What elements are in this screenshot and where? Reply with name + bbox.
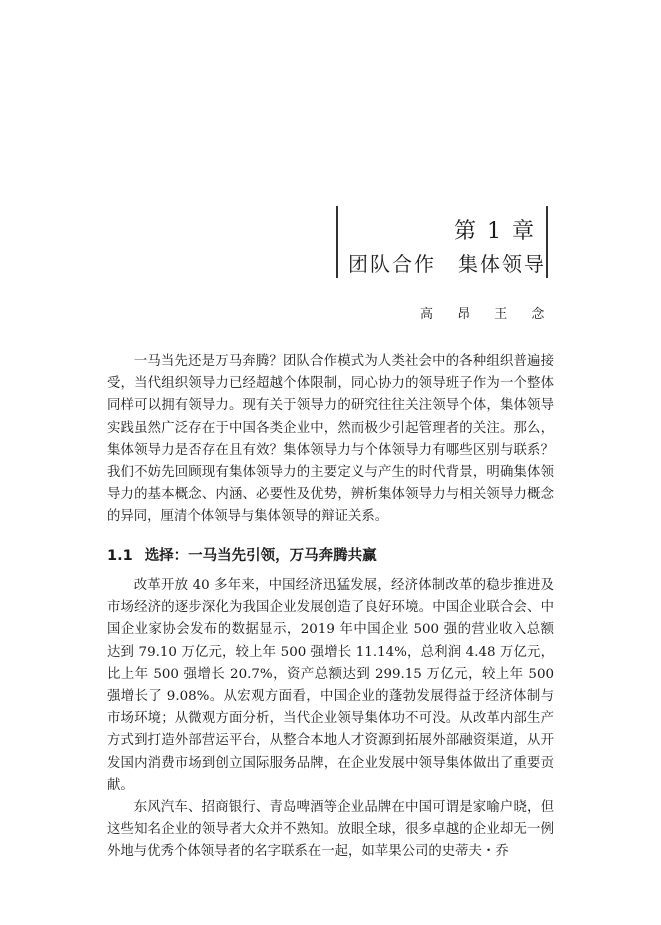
authors: 高 昂 王 念 [420,307,555,322]
chapter-title-part1: 团队合作 [348,252,436,276]
chapter-number: 第 1 章 [454,219,536,244]
section-body [107,575,554,864]
chapter-title [348,248,546,277]
chapter-heading [336,206,548,278]
section-title: 选择：一马当先引领，万马奔腾共赢 [144,548,377,564]
paragraph: 东风汽车、招商银行、青岛啤酒等企业品牌在中国可谓是家喻户晓，但这些知名企业的领导者大众并不熟知。放眼全球，很多卓越的企业却无一例外地与优秀个体领导者的名字联系在一起，如苹果公司的史蒂夫・乔 [107,800,554,860]
intro-paragraph: 一马当先还是万马奔腾？团队合作模式为人类社会中的各种组织普遍接受，当代组织领导力已经超越个体限制，同心协力的领导班子作为一个整体同样可以拥有领导力。现有关于领导力的研究往往关注领导个体，集体领导实践虽然广泛存在于中国各类企业中，然而极少引起管理者的关注。那么，集体领导力是否存在且有效？集体领导力与个体领导力有哪些区别与联系？我们不妨先回顾现有集体领导力的主要定义与产生的时代背景，明确集体领导力的基本概念、内涵、必要性及优势，辨析集体领导力与相关领导力概念的异同，厘清个体领导与集体领导的辩证关系。 [107,354,554,525]
section-number: 1.1 [107,548,133,564]
intro-text [107,351,554,529]
paragraph: 改革开放 40 多年来，中国经济迅猛发展，经济体制改革的稳步推进及市场经济的逐步深化为我国企业发展创造了良好环境。中国企业联合会、中国企业家协会发布的数据显示，2019 年中国企业 500 强的营业收入总额达到 79.10 万亿元，较上年 500 强增长 11.14%，总利润 4.48 万亿元，比上年 500 强增长 20.7%，资产总额达到 299.15 万亿元，较上年 500 强增长了 9.08%。从宏观方面看，中国企业的蓬勃发展得益于经济体制与市场环境；从微观方面分析，当代企业领导集体功不可没。从改革内部生产方式到打造外部营运平台，从整合本地人才资源到拓展外部融资渠道，从开发国内消费市场到创立国际服务品牌，在企业发展中领导集体做出了重要贡献。 [107,578,554,793]
section-heading [107,544,377,565]
chapter-title-part2: 集体领导 [458,252,546,276]
